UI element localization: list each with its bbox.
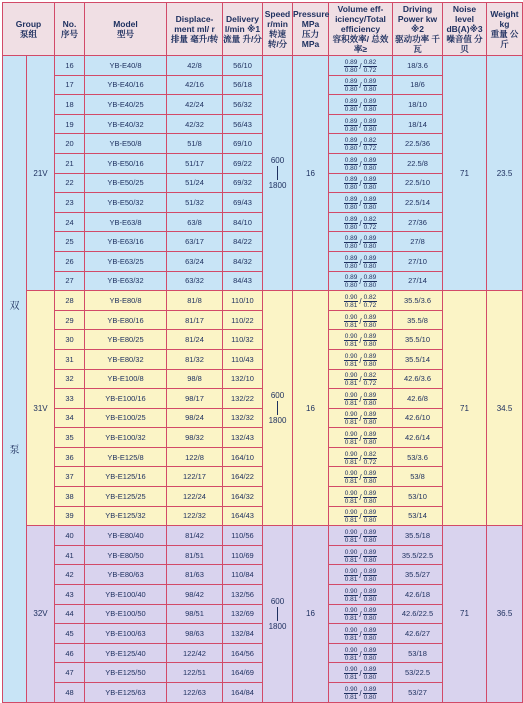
row-displacement: 63/32 <box>167 271 223 291</box>
row-driving-power: 18/10 <box>393 95 443 115</box>
row-model: YB-E125/50 <box>85 663 167 683</box>
row-driving-power: 35.5/18 <box>393 526 443 546</box>
row-delivery: 132/43 <box>223 428 263 448</box>
row-no: 24 <box>55 212 85 232</box>
row-no: 21 <box>55 153 85 173</box>
header-weight: Weight kg 重量 公斤 <box>487 3 523 56</box>
header-noise: Noise level dB(A)※3 噪音值 分贝 <box>443 3 487 56</box>
row-driving-power: 53/3.6 <box>393 447 443 467</box>
row-delivery: 164/32 <box>223 487 263 507</box>
group-name-cell: 21V <box>27 56 55 291</box>
row-no: 42 <box>55 565 85 585</box>
group-name-cell: 32V <box>27 526 55 702</box>
row-displacement: 51/8 <box>167 134 223 154</box>
row-model: YB-E125/25 <box>85 487 167 507</box>
row-no: 16 <box>55 56 85 76</box>
group-speed-cell <box>263 56 293 291</box>
row-no: 17 <box>55 75 85 95</box>
row-displacement: 81/24 <box>167 330 223 350</box>
row-model: YB-E63/25 <box>85 251 167 271</box>
row-efficiency: $\frac{0.90}{0.81}$ / $\frac{0.89}{0.80}$ <box>329 506 393 526</box>
row-delivery: 132/32 <box>223 408 263 428</box>
row-no: 44 <box>55 604 85 624</box>
row-model: YB-E40/25 <box>85 95 167 115</box>
row-model: YB-E80/50 <box>85 545 167 565</box>
row-delivery: 164/84 <box>223 683 263 703</box>
speed-max: 1800 <box>268 416 287 426</box>
row-no: 31 <box>55 349 85 369</box>
header-pressure: Pressure MPa 压力 MPa <box>293 3 329 56</box>
row-efficiency: $\frac{0.89}{0.80}$ / $\frac{0.82}{0.72}$ <box>329 212 393 232</box>
row-delivery: 132/22 <box>223 389 263 409</box>
group-weight-cell: 34.5 <box>487 291 523 526</box>
row-no: 38 <box>55 487 85 507</box>
header-speed: Speed r/min 转速 转/分 <box>263 3 293 56</box>
row-displacement: 42/16 <box>167 75 223 95</box>
row-no: 46 <box>55 643 85 663</box>
row-delivery: 132/69 <box>223 604 263 624</box>
row-model: YB-E100/40 <box>85 585 167 605</box>
row-model: YB-E63/8 <box>85 212 167 232</box>
row-displacement: 122/63 <box>167 683 223 703</box>
row-driving-power: 35.5/14 <box>393 349 443 369</box>
row-displacement: 81/63 <box>167 565 223 585</box>
row-driving-power: 35.5/27 <box>393 565 443 585</box>
row-model: YB-E125/16 <box>85 467 167 487</box>
row-displacement: 98/63 <box>167 624 223 644</box>
row-model: YB-E125/32 <box>85 506 167 526</box>
row-driving-power: 53/10 <box>393 487 443 507</box>
row-efficiency: $\frac{0.89}{0.80}$ / $\frac{0.82}{0.72}$ <box>329 134 393 154</box>
row-displacement: 81/51 <box>167 545 223 565</box>
row-model: YB-E80/16 <box>85 310 167 330</box>
row-no: 30 <box>55 330 85 350</box>
speed-range-divider <box>277 166 278 180</box>
row-model: YB-E50/16 <box>85 153 167 173</box>
row-no: 25 <box>55 232 85 252</box>
row-delivery: 110/43 <box>223 349 263 369</box>
speed-range-divider <box>277 401 278 415</box>
row-displacement: 63/17 <box>167 232 223 252</box>
speed-min: 600 <box>270 596 285 606</box>
row-delivery: 56/43 <box>223 114 263 134</box>
row-efficiency: $\frac{0.90}{0.81}$ / $\frac{0.82}{0.72}$ <box>329 369 393 389</box>
header-efficiency: Volume eff-iciency/Total efficiency 容积效率/ 总效率≥ <box>329 3 393 56</box>
table-row <box>3 526 523 546</box>
header-model: Model 型号 <box>85 3 167 56</box>
header-displacement: Displace-ment ml/ r 排量 毫升/转 <box>167 3 223 56</box>
row-driving-power: 27/14 <box>393 271 443 291</box>
row-driving-power: 53/27 <box>393 683 443 703</box>
row-delivery: 56/10 <box>223 56 263 76</box>
group-noise-cell: 71 <box>443 526 487 702</box>
row-model: YB-E80/32 <box>85 349 167 369</box>
row-efficiency: $\frac{0.89}{0.80}$ / $\frac{0.89}{0.80}$ <box>329 95 393 115</box>
row-driving-power: 22.5/36 <box>393 134 443 154</box>
row-delivery: 110/22 <box>223 310 263 330</box>
speed-max: 1800 <box>268 181 287 191</box>
row-displacement: 98/8 <box>167 369 223 389</box>
row-displacement: 63/8 <box>167 212 223 232</box>
row-efficiency: $\frac{0.90}{0.81}$ / $\frac{0.89}{0.80}$ <box>329 389 393 409</box>
spec-table-container <box>2 2 519 701</box>
row-displacement: 122/51 <box>167 663 223 683</box>
row-driving-power: 35.5/10 <box>393 330 443 350</box>
row-driving-power: 22.5/10 <box>393 173 443 193</box>
row-delivery: 56/32 <box>223 95 263 115</box>
row-model: YB-E100/16 <box>85 389 167 409</box>
row-model: YB-E125/40 <box>85 643 167 663</box>
row-delivery: 69/10 <box>223 134 263 154</box>
speed-max: 1800 <box>268 621 287 631</box>
row-displacement: 51/24 <box>167 173 223 193</box>
row-driving-power: 42.6/22.5 <box>393 604 443 624</box>
row-model: YB-E100/63 <box>85 624 167 644</box>
row-efficiency: $\frac{0.89}{0.80}$ / $\frac{0.89}{0.80}$ <box>329 193 393 213</box>
pump-spec-table <box>2 2 523 703</box>
row-displacement: 51/17 <box>167 153 223 173</box>
row-no: 47 <box>55 663 85 683</box>
row-no: 28 <box>55 291 85 311</box>
row-no: 48 <box>55 683 85 703</box>
row-efficiency: $\frac{0.90}{0.81}$ / $\frac{0.82}{0.72}$ <box>329 291 393 311</box>
row-displacement: 42/32 <box>167 114 223 134</box>
header-delivery: Delivery l/min ※1 流量 升/分 <box>223 3 263 56</box>
series-label-cell <box>3 56 27 703</box>
header-driving-power: Driving Power kw ※2 驱动功率 千瓦 <box>393 3 443 56</box>
row-driving-power: 53/22.5 <box>393 663 443 683</box>
row-no: 36 <box>55 447 85 467</box>
row-efficiency: $\frac{0.89}{0.80}$ / $\frac{0.89}{0.80}$ <box>329 75 393 95</box>
row-model: YB-E63/32 <box>85 271 167 291</box>
row-driving-power: 42.6/8 <box>393 389 443 409</box>
row-efficiency: $\frac{0.90}{0.81}$ / $\frac{0.89}{0.80}$ <box>329 310 393 330</box>
row-displacement: 63/24 <box>167 251 223 271</box>
row-efficiency: $\frac{0.90}{0.81}$ / $\frac{0.89}{0.80}$ <box>329 526 393 546</box>
row-efficiency: $\frac{0.90}{0.81}$ / $\frac{0.89}{0.80}$ <box>329 487 393 507</box>
row-displacement: 98/51 <box>167 604 223 624</box>
row-driving-power: 42.6/14 <box>393 428 443 448</box>
row-delivery: 84/10 <box>223 212 263 232</box>
group-speed-cell <box>263 291 293 526</box>
table-body <box>3 56 523 703</box>
row-efficiency: $\frac{0.89}{0.80}$ / $\frac{0.89}{0.80}$ <box>329 173 393 193</box>
row-model: YB-E80/63 <box>85 565 167 585</box>
row-driving-power: 18/3.6 <box>393 56 443 76</box>
speed-min: 600 <box>270 391 285 401</box>
row-model: YB-E40/8 <box>85 56 167 76</box>
row-delivery: 132/84 <box>223 624 263 644</box>
row-model: YB-E50/25 <box>85 173 167 193</box>
row-no: 34 <box>55 408 85 428</box>
row-no: 43 <box>55 585 85 605</box>
row-efficiency: $\frac{0.90}{0.81}$ / $\frac{0.89}{0.80}$ <box>329 565 393 585</box>
row-driving-power: 27/8 <box>393 232 443 252</box>
row-model: YB-E50/32 <box>85 193 167 213</box>
row-delivery: 110/56 <box>223 526 263 546</box>
row-no: 18 <box>55 95 85 115</box>
row-no: 40 <box>55 526 85 546</box>
row-driving-power: 42.6/10 <box>393 408 443 428</box>
row-model: YB-E80/25 <box>85 330 167 350</box>
row-delivery: 110/84 <box>223 565 263 585</box>
row-delivery: 69/43 <box>223 193 263 213</box>
row-efficiency: $\frac{0.89}{0.80}$ / $\frac{0.89}{0.80}$ <box>329 114 393 134</box>
row-displacement: 51/32 <box>167 193 223 213</box>
row-delivery: 132/56 <box>223 585 263 605</box>
row-no: 45 <box>55 624 85 644</box>
row-efficiency: $\frac{0.90}{0.81}$ / $\frac{0.89}{0.80}$ <box>329 643 393 663</box>
row-delivery: 164/69 <box>223 663 263 683</box>
series-label-top: 双 <box>9 301 20 313</box>
row-displacement: 98/32 <box>167 428 223 448</box>
row-driving-power: 53/14 <box>393 506 443 526</box>
row-model: YB-E50/8 <box>85 134 167 154</box>
row-no: 27 <box>55 271 85 291</box>
row-efficiency: $\frac{0.90}{0.81}$ / $\frac{0.82}{0.72}$ <box>329 447 393 467</box>
row-displacement: 81/8 <box>167 291 223 311</box>
row-no: 26 <box>55 251 85 271</box>
row-driving-power: 18/6 <box>393 75 443 95</box>
row-efficiency: $\frac{0.89}{0.80}$ / $\frac{0.89}{0.80}$ <box>329 232 393 252</box>
row-model: YB-E100/8 <box>85 369 167 389</box>
row-efficiency: $\frac{0.90}{0.81}$ / $\frac{0.89}{0.80}$ <box>329 330 393 350</box>
row-driving-power: 22.5/14 <box>393 193 443 213</box>
row-no: 22 <box>55 173 85 193</box>
row-displacement: 122/42 <box>167 643 223 663</box>
row-displacement: 122/32 <box>167 506 223 526</box>
group-pressure-cell: 16 <box>293 291 329 526</box>
row-efficiency: $\frac{0.89}{0.80}$ / $\frac{0.89}{0.80}$ <box>329 251 393 271</box>
row-delivery: 69/32 <box>223 173 263 193</box>
row-delivery: 110/10 <box>223 291 263 311</box>
row-no: 32 <box>55 369 85 389</box>
row-driving-power: 35.5/22.5 <box>393 545 443 565</box>
row-efficiency: $\frac{0.89}{0.80}$ / $\frac{0.89}{0.80}$ <box>329 153 393 173</box>
row-displacement: 122/17 <box>167 467 223 487</box>
row-delivery: 110/69 <box>223 545 263 565</box>
row-driving-power: 53/8 <box>393 467 443 487</box>
row-model: YB-E125/8 <box>85 447 167 467</box>
row-efficiency: $\frac{0.90}{0.81}$ / $\frac{0.89}{0.80}$ <box>329 604 393 624</box>
row-model: YB-E63/16 <box>85 232 167 252</box>
row-model: YB-E100/32 <box>85 428 167 448</box>
row-model: YB-E40/16 <box>85 75 167 95</box>
row-efficiency: $\frac{0.90}{0.81}$ / $\frac{0.89}{0.80}$ <box>329 467 393 487</box>
table-row <box>3 291 523 311</box>
row-no: 20 <box>55 134 85 154</box>
group-weight-cell: 23.5 <box>487 56 523 291</box>
header-no: No. 序号 <box>55 3 85 56</box>
header-group: Group 泵组 <box>3 3 55 56</box>
row-model: YB-E100/50 <box>85 604 167 624</box>
row-no: 37 <box>55 467 85 487</box>
row-model: YB-E80/40 <box>85 526 167 546</box>
row-displacement: 81/42 <box>167 526 223 546</box>
group-speed-cell <box>263 526 293 702</box>
row-driving-power: 42.6/18 <box>393 585 443 605</box>
row-driving-power: 53/18 <box>393 643 443 663</box>
row-displacement: 98/24 <box>167 408 223 428</box>
row-model: YB-E80/8 <box>85 291 167 311</box>
row-driving-power: 22.5/8 <box>393 153 443 173</box>
row-efficiency: $\frac{0.90}{0.81}$ / $\frac{0.89}{0.80}$ <box>329 408 393 428</box>
row-displacement: 42/24 <box>167 95 223 115</box>
row-delivery: 56/18 <box>223 75 263 95</box>
header-row <box>3 3 523 56</box>
group-noise-cell: 71 <box>443 56 487 291</box>
row-efficiency: $\frac{0.90}{0.81}$ / $\frac{0.89}{0.80}$ <box>329 683 393 703</box>
row-delivery: 110/32 <box>223 330 263 350</box>
row-driving-power: 42.6/3.6 <box>393 369 443 389</box>
group-pressure-cell: 16 <box>293 526 329 702</box>
table-row <box>3 56 523 76</box>
row-no: 35 <box>55 428 85 448</box>
group-weight-cell: 36.5 <box>487 526 523 702</box>
row-displacement: 98/42 <box>167 585 223 605</box>
row-delivery: 132/10 <box>223 369 263 389</box>
row-driving-power: 27/10 <box>393 251 443 271</box>
row-displacement: 98/17 <box>167 389 223 409</box>
row-model: YB-E100/25 <box>85 408 167 428</box>
series-label-bottom: 泵 <box>9 445 20 457</box>
row-efficiency: $\frac{0.89}{0.80}$ / $\frac{0.89}{0.80}$ <box>329 271 393 291</box>
row-displacement: 122/24 <box>167 487 223 507</box>
row-efficiency: $\frac{0.90}{0.81}$ / $\frac{0.89}{0.80}$ <box>329 349 393 369</box>
row-delivery: 164/56 <box>223 643 263 663</box>
row-displacement: 81/17 <box>167 310 223 330</box>
group-pressure-cell: 16 <box>293 56 329 291</box>
row-delivery: 164/43 <box>223 506 263 526</box>
speed-range-divider <box>277 607 278 621</box>
row-efficiency: $\frac{0.90}{0.81}$ / $\frac{0.89}{0.80}$ <box>329 545 393 565</box>
row-driving-power: 35.5/3.6 <box>393 291 443 311</box>
row-delivery: 84/22 <box>223 232 263 252</box>
row-no: 29 <box>55 310 85 330</box>
row-model: YB-E40/32 <box>85 114 167 134</box>
row-driving-power: 42.6/27 <box>393 624 443 644</box>
row-no: 39 <box>55 506 85 526</box>
row-no: 41 <box>55 545 85 565</box>
row-delivery: 69/22 <box>223 153 263 173</box>
row-delivery: 84/32 <box>223 251 263 271</box>
row-efficiency: $\frac{0.90}{0.81}$ / $\frac{0.89}{0.80}$ <box>329 624 393 644</box>
speed-min: 600 <box>270 156 285 166</box>
row-efficiency: $\frac{0.90}{0.81}$ / $\frac{0.89}{0.80}$ <box>329 585 393 605</box>
row-driving-power: 18/14 <box>393 114 443 134</box>
row-displacement: 122/8 <box>167 447 223 467</box>
row-no: 19 <box>55 114 85 134</box>
row-model: YB-E125/63 <box>85 683 167 703</box>
row-driving-power: 27/36 <box>393 212 443 232</box>
row-delivery: 164/10 <box>223 447 263 467</box>
row-driving-power: 35.5/8 <box>393 310 443 330</box>
row-delivery: 164/22 <box>223 467 263 487</box>
row-displacement: 81/32 <box>167 349 223 369</box>
row-efficiency: $\frac{0.89}{0.80}$ / $\frac{0.82}{0.72}$ <box>329 56 393 76</box>
group-name-cell: 31V <box>27 291 55 526</box>
group-noise-cell: 71 <box>443 291 487 526</box>
row-delivery: 84/43 <box>223 271 263 291</box>
row-displacement: 42/8 <box>167 56 223 76</box>
row-efficiency: $\frac{0.90}{0.81}$ / $\frac{0.89}{0.80}$ <box>329 428 393 448</box>
row-no: 33 <box>55 389 85 409</box>
row-efficiency: $\frac{0.90}{0.81}$ / $\frac{0.89}{0.80}$ <box>329 663 393 683</box>
row-no: 23 <box>55 193 85 213</box>
